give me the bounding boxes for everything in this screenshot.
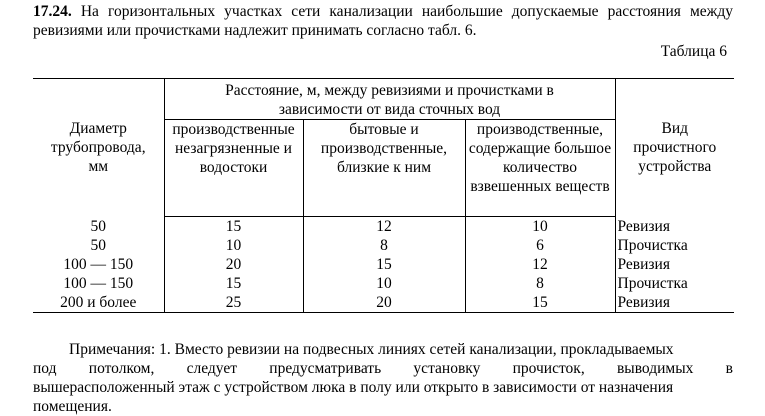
subheader-domestic: бытовые и производственные, близкие к ним — [303, 120, 465, 217]
cell-device: Ревизия — [615, 293, 734, 313]
cell-value: 12 — [465, 255, 615, 274]
notes-paragraph — [33, 340, 733, 416]
cell-device: Ревизия — [615, 217, 734, 237]
cell-value: 15 — [303, 255, 465, 274]
notes-line: под потолком, следует предусматривать установку прочисток, выводимых в — [33, 360, 733, 377]
cell-value: 10 — [465, 217, 615, 237]
cell-diameter: 100 — 150 — [63, 256, 134, 273]
cell-value: 20 — [164, 255, 303, 274]
clause-text: На горизонтальных участках сети канализации наибольшие допускаемые расстояния между ревизиями или прочистками надлежит принимать согласно табл. 6. — [33, 3, 733, 39]
cell-value: 25 — [164, 293, 303, 313]
table-row — [33, 236, 734, 255]
cell-value: 12 — [303, 217, 465, 237]
table-row — [33, 274, 734, 293]
notes-line: вышерасположенный этаж с устройством люка в полу или открыто в зависимости от назначения — [33, 379, 674, 396]
table-row — [33, 255, 734, 274]
cell-device: Ревизия — [615, 255, 734, 274]
header-distance-group: Расстояние, м, между ревизиями и прочистками в зависимости от вида сточных вод — [164, 79, 615, 120]
cell-value: 15 — [465, 293, 615, 313]
table-row — [33, 293, 734, 313]
cell-device: Прочистка — [615, 236, 734, 255]
notes-line: Примечания: 1. Вместо ревизии на подвесных линиях сетей канализации, прокладываемых — [69, 341, 674, 358]
cell-diameter: 100 — 150 — [63, 275, 134, 292]
clause-number: 17.24. — [33, 3, 72, 20]
notes-line: помещения. — [33, 398, 112, 415]
table-caption: Таблица 6 — [660, 43, 727, 60]
cell-value: 15 — [164, 217, 303, 237]
header-device-type: Вид прочистного устройства — [615, 79, 734, 217]
cell-diameter: 50 — [90, 217, 106, 235]
cell-diameter: 50 — [90, 237, 106, 254]
cell-value: 10 — [164, 236, 303, 255]
cell-value: 8 — [303, 236, 465, 255]
table-row — [33, 217, 734, 237]
cell-value: 8 — [465, 274, 615, 293]
distance-table — [33, 78, 734, 313]
subheader-suspended-solids: производственные, содержащие большое количество взвешенных веществ — [465, 120, 615, 217]
cell-value: 15 — [164, 274, 303, 293]
cell-value: 6 — [465, 236, 615, 255]
subheader-clean-industrial: производственные незагрязненные и водостоки — [164, 120, 303, 217]
cell-diameter: 200 и более — [33, 293, 164, 313]
cell-value: 10 — [303, 274, 465, 293]
clause-paragraph — [33, 2, 733, 40]
cell-device: Прочистка — [615, 274, 734, 293]
cell-value: 20 — [303, 293, 465, 313]
header-diameter: Диаметр трубопровода, мм — [33, 79, 164, 217]
